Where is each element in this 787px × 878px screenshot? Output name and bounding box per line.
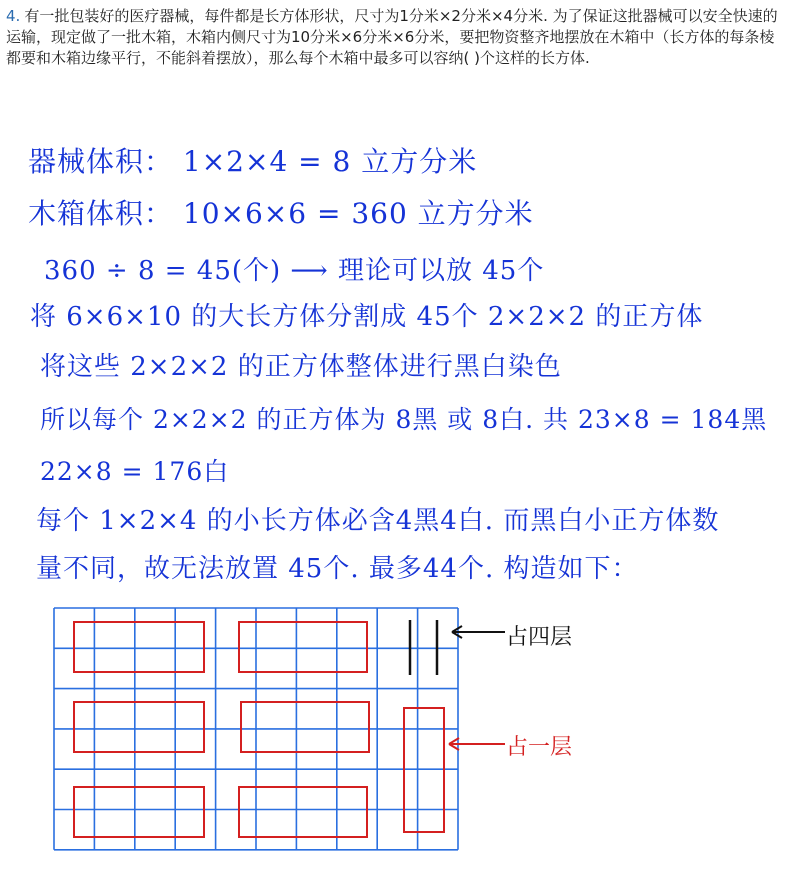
solution-line-3: 360 ÷ 8 = 45(个) ⟶ 理论可以放 45个	[44, 256, 545, 286]
solution-line-7: 22×8 = 176白	[40, 457, 230, 486]
red-block	[74, 787, 204, 837]
solution-line-8: 每个 1×2×4 的小长方体必含4黑4白. 而黑白小正方体数	[36, 506, 720, 536]
red-block	[241, 702, 369, 752]
solution-line-2: 木箱体积： 10×6×6 = 360 立方分米	[28, 197, 534, 230]
red-block	[74, 702, 204, 752]
red-block	[74, 622, 204, 672]
solution-line-6: 所以每个 2×2×2 的正方体为 8黑 或 8白. 共 23×8 = 184黑	[40, 405, 768, 434]
solution-line-1: 器械体积： 1×2×4 = 8 立方分米	[28, 145, 478, 178]
label-one-layer: 占一层	[506, 735, 573, 760]
red-block	[239, 622, 367, 672]
question-body: 有一批包装好的医疗器械，每件都是长方体形状，尺寸为1分米×2分米×4分米. 为了保证这批器械可以安全快速的运输，现定做了一批木箱，木箱内侧尺寸为10分米×6分米×6分米，要把物资整齐地摆放在木箱中（长方体的每条棱都要和木箱边缘平行，不能斜着摆放），那么每个木箱中最多可以容纳( )个这样的长方体.	[6, 7, 778, 67]
solution-line-4: 将 6×6×10 的大长方体分割成 45个 2×2×2 的正方体	[30, 302, 704, 332]
label-four-layers: 占四层	[506, 625, 573, 650]
red-block	[239, 787, 367, 837]
question-number: 4.	[6, 7, 21, 25]
solution-line-5: 将这些 2×2×2 的正方体整体进行黑白染色	[40, 352, 562, 382]
solution-line-9: 量不同，故无法放置 45个. 最多44个. 构造如下：	[36, 554, 639, 584]
